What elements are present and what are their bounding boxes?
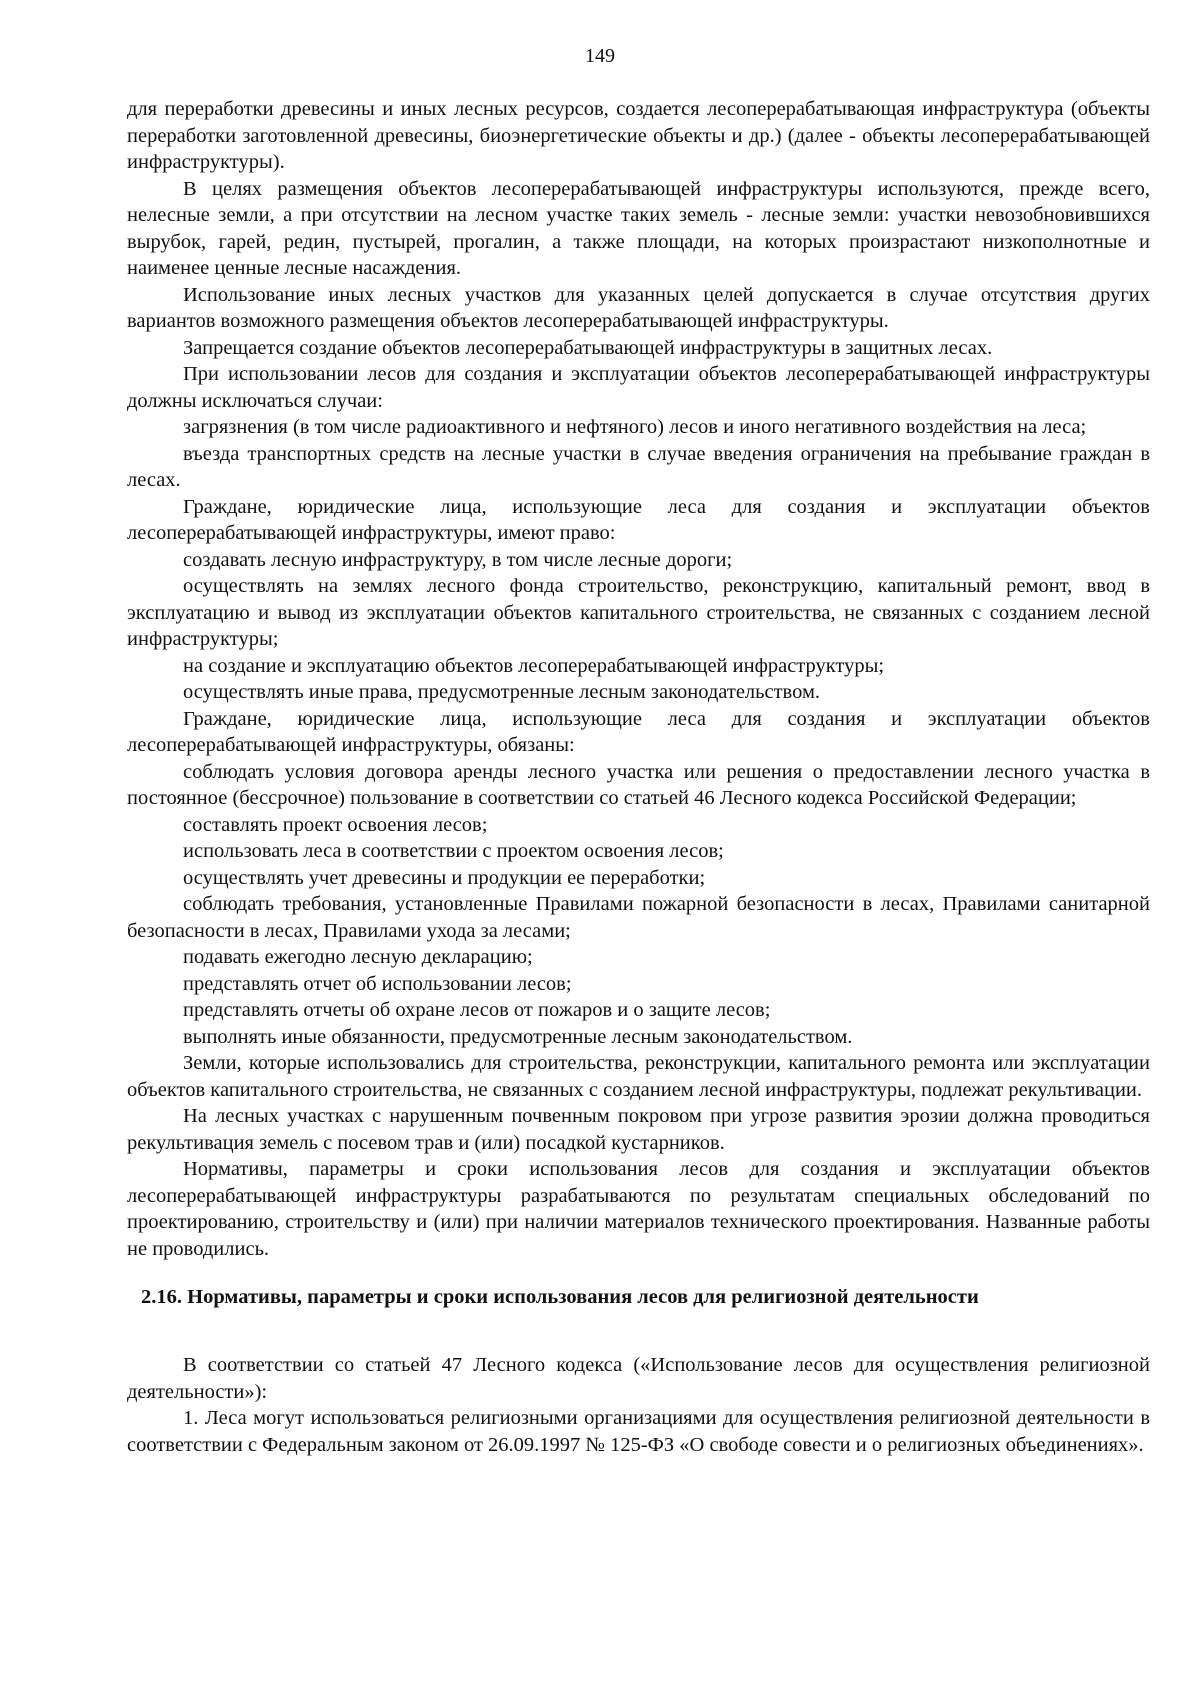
paragraph: На лесных участках с нарушенным почвенным покровом при угрозе развития эрозии должна проводиться рекультивация земель с посевом трав и (или) посадкой кустарников. [127, 1105, 1150, 1154]
list-item: представлять отчеты об охране лесов от пожаров и о защите лесов; [183, 999, 771, 1021]
list-item: подавать ежегодно лесную декларацию; [183, 946, 533, 968]
list-item: соблюдать требования, установленные Правилами пожарной безопасности в лесах, Правилами санитарной безопасности в лесах, Правилами ухода за лесами; [127, 893, 1150, 942]
paragraph: В целях размещения объектов лесоперерабатывающей инфраструктуры используются, прежде всего, нелесные земли, а при отсутствии на лесном участке таких земель - лесные земли: участки невозобновившихся вырубок, гарей, редин, пустырей, прогалин, а также площади, на которых произрастают низкополнотные и наименее ценные лесные насаждения. [127, 177, 1150, 279]
list-item: составлять проект освоения лесов; [183, 813, 488, 836]
list-item: осуществлять иные права, предусмотренные лесным законодательством. [183, 681, 821, 703]
spacer [127, 1310, 1150, 1352]
list-item: выполнять иные обязанности, предусмотренные лесным законодательством. [183, 1025, 853, 1048]
paragraph: для переработки древесины и иных лесных ресурсов, создается лесоперерабатывающая инфраструктура (объекты переработки заготовленной древесины, биоэнергетические объекты и др.) (далее - объекты лесоперерабатывающей инфраструктуры). [127, 98, 1150, 173]
list-item: осуществлять на землях лесного фонда строительство, реконструкцию, капитальный ремонт, ввод в эксплуатацию и вывод из эксплуатации объектов капитального строительства, не связанных с созданием лесной инфраструктуры; [127, 575, 1150, 650]
list-item: въезда транспортных средств на лесные участки в случае введения ограничения на пребывание граждан в лесах. [127, 442, 1150, 491]
list-item: загрязнения (в том числе радиоактивного и нефтяного) лесов и иного негативного воздействия на леса; [183, 416, 1087, 438]
section-heading: 2.16. Нормативы, параметры и сроки использования лесов для религиозной деятельности [141, 1286, 979, 1308]
paragraph: Запрещается создание объектов лесоперерабатывающей инфраструктуры в защитных лесах. [183, 336, 993, 359]
page-number: 149 [585, 45, 615, 67]
document-body [127, 96, 1150, 1458]
list-item: осуществлять учет древесины и продукции ее переработки; [183, 866, 706, 889]
spacer [127, 1262, 1150, 1284]
list-item: представлять отчет об использовании лесов; [183, 972, 572, 995]
paragraph: Граждане, юридические лица, использующие леса для создания и эксплуатации объектов лесоперерабатывающей инфраструктуры, обязаны: [127, 707, 1150, 756]
list-item: использовать леса в соответствии с проектом освоения лесов; [183, 840, 724, 862]
list-item: соблюдать условия договора аренды лесного участка или решения о предоставлении лесного участка в постоянное (бессрочное) пользование в соответствии со статьей 46 Лесного кодекса Российской Федерации; [127, 760, 1150, 809]
list-item: создавать лесную инфраструктуру, в том числе лесные дороги; [183, 548, 733, 571]
paragraph: При использовании лесов для создания и эксплуатации объектов лесоперерабатывающей инфраструктуры должны исключаться случаи: [127, 363, 1150, 412]
paragraph: Использование иных лесных участков для указанных целей допускается в случае отсутствия других вариантов возможного размещения объектов лесоперерабатывающей инфраструктуры. [127, 283, 1150, 332]
list-item: на создание и эксплуатацию объектов лесоперерабатывающей инфраструктуры; [183, 654, 885, 677]
paragraph: Земли, которые использовались для строительства, реконструкции, капитального ремонта или эксплуатации объектов капитального строительства, не связанных с созданием лесной инфраструктуры, подлежат рекультивации. [127, 1052, 1150, 1101]
paragraph: 1. Леса могут использоваться религиозными организациями для осуществления религиозной деятельности в соответствии с Федеральным законом от 26.09.1997 № 125-ФЗ «О свободе совести и о религиозных объединениях». [127, 1407, 1150, 1456]
paragraph: Нормативы, параметры и сроки использования лесов для создания и эксплуатации объектов лесоперерабатывающей инфраструктуры разрабатываются по результатам специальных обследований по проектированию, строительству и (или) при наличии материалов технического проектирования. Названные работы не проводились. [127, 1158, 1150, 1260]
paragraph: В соответствии со статьей 47 Лесного кодекса («Использование лесов для осуществления религиозной деятельности»): [127, 1354, 1150, 1403]
paragraph: Граждане, юридические лица, использующие леса для создания и эксплуатации объектов лесоперерабатывающей инфраструктуры, имеют право: [127, 495, 1150, 544]
